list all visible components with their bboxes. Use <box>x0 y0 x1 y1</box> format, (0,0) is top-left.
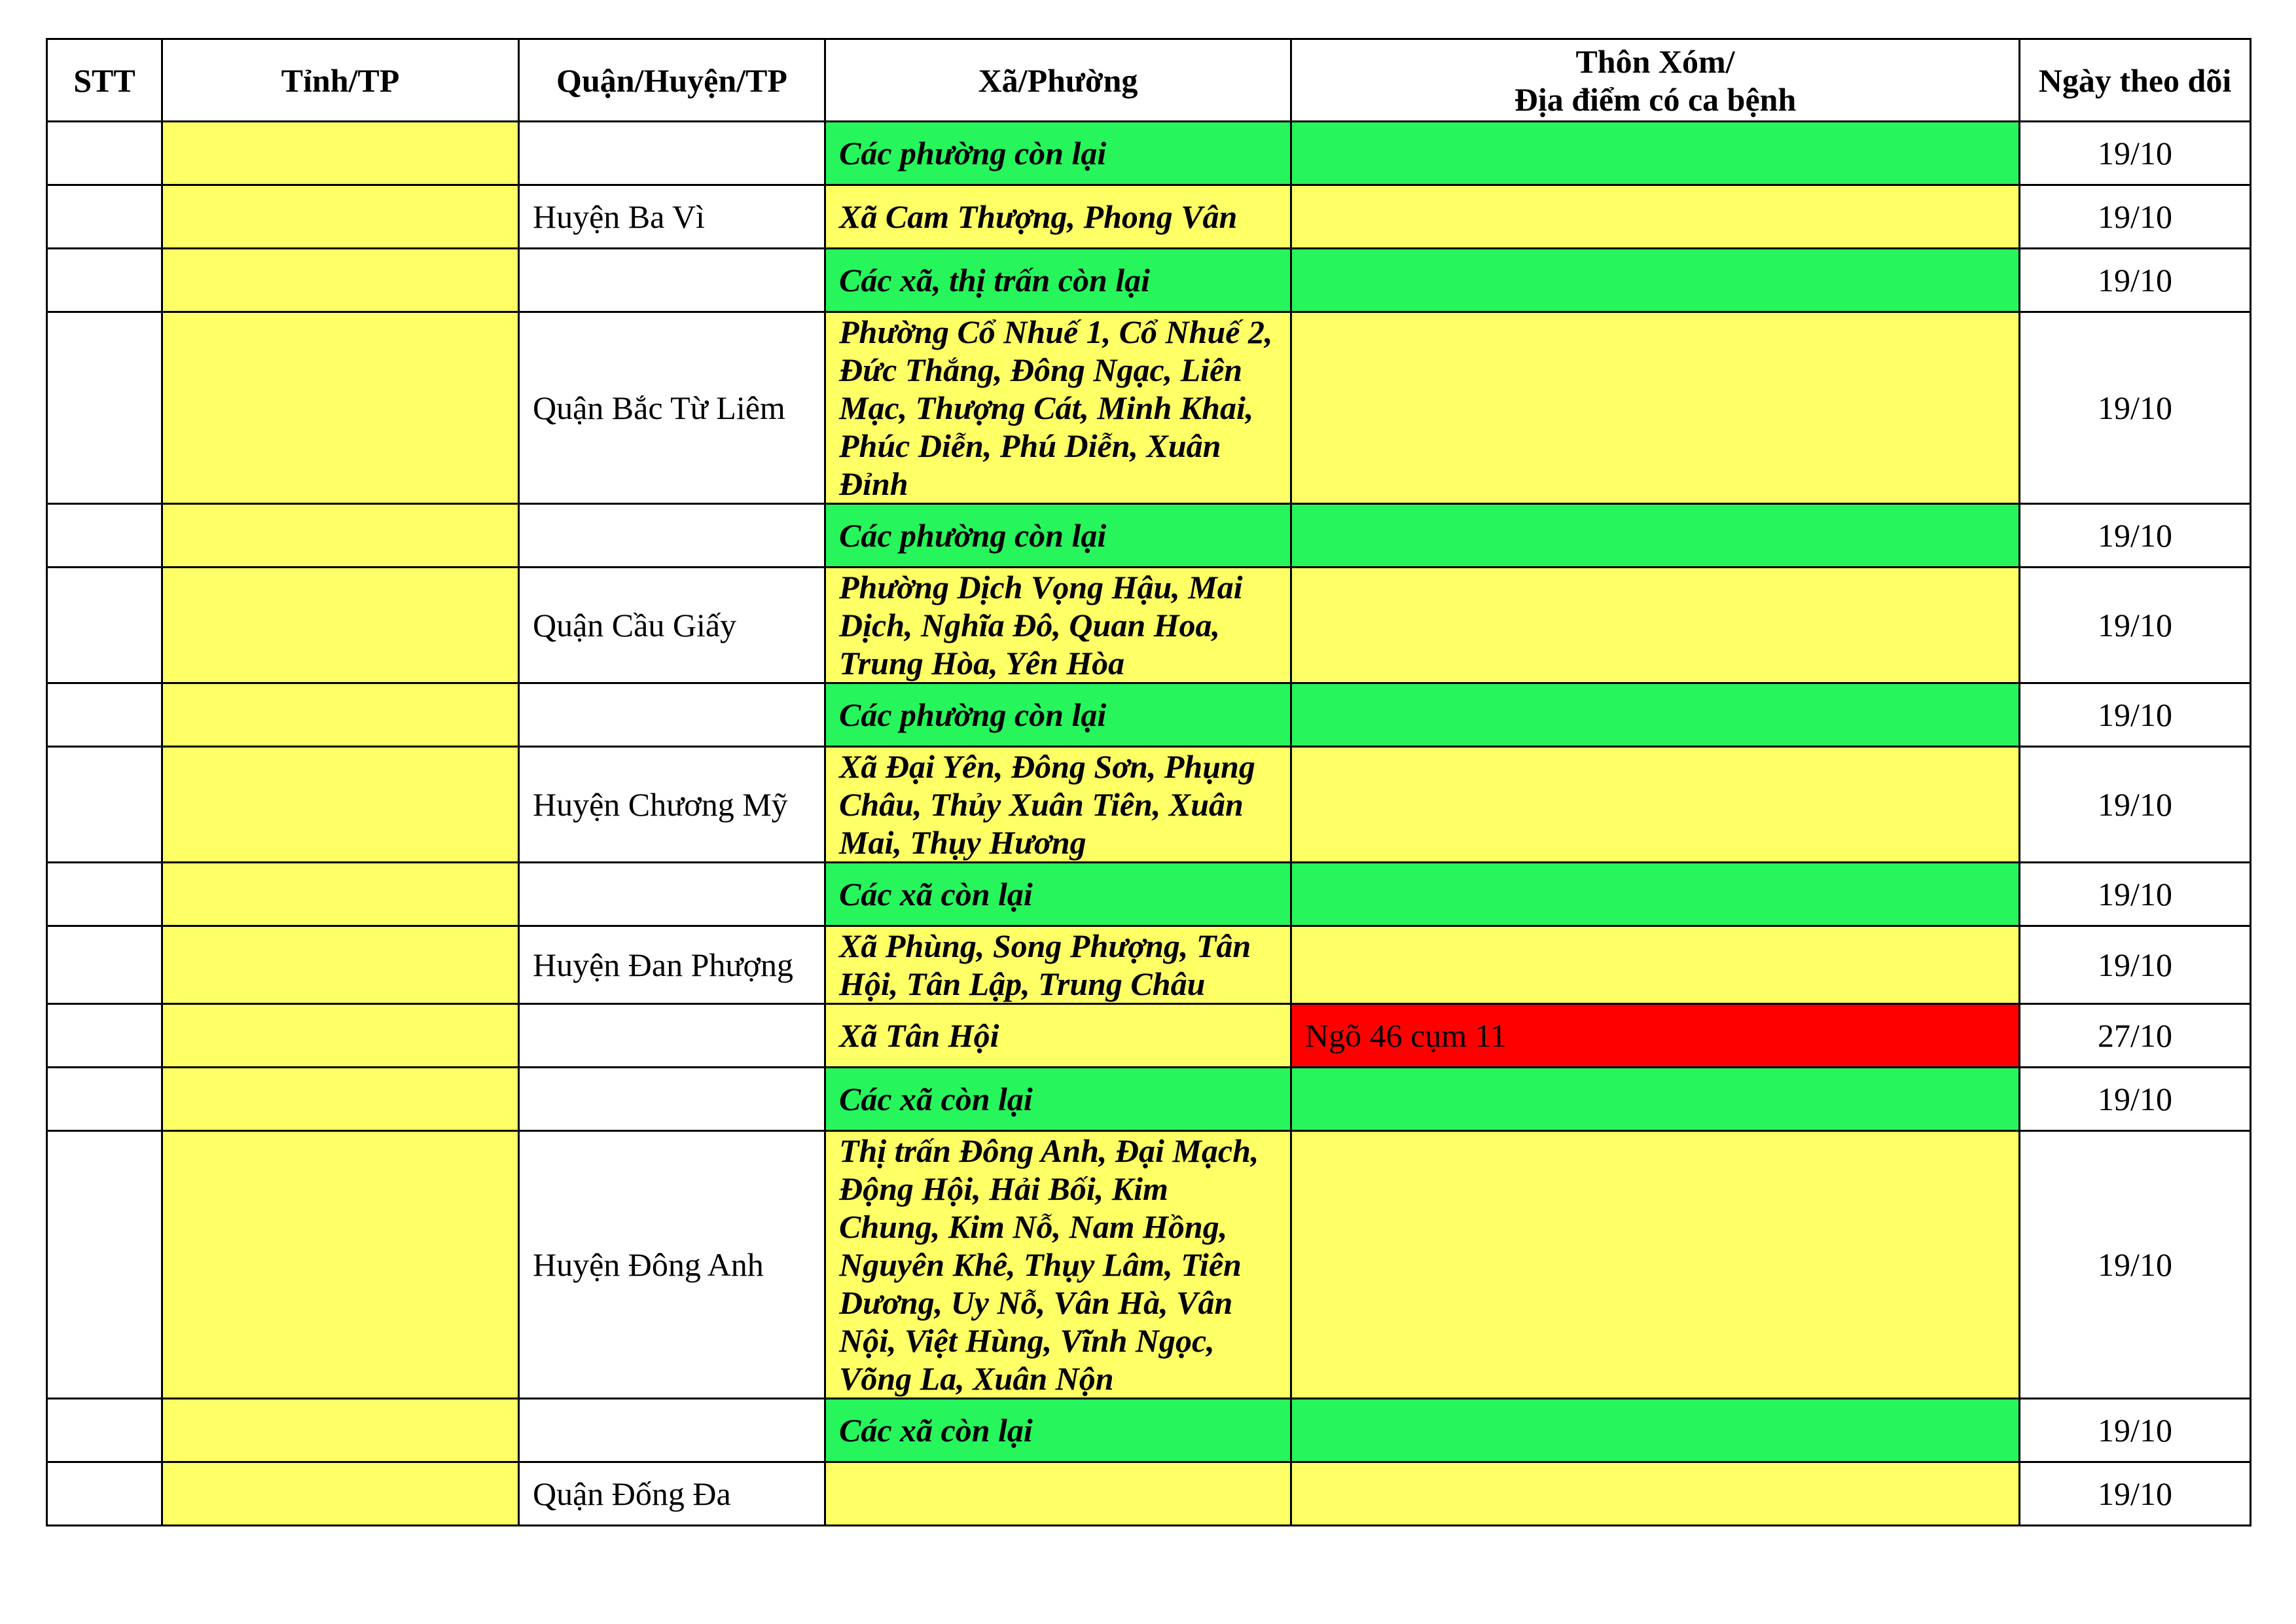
cell-stt <box>47 683 162 747</box>
cell-ward: Các xã, thị trấn còn lại <box>825 249 1291 312</box>
cell-stt <box>47 312 162 504</box>
cell-date: 19/10 <box>2020 1131 2251 1399</box>
cell-ward: Xã Cam Thượng, Phong Vân <box>825 185 1291 249</box>
cell-stt <box>47 863 162 926</box>
cell-district <box>519 1068 825 1131</box>
cell-date: 19/10 <box>2020 1068 2251 1131</box>
cell-place <box>1291 1462 2020 1526</box>
cell-province <box>162 683 519 747</box>
table-row <box>47 1399 2251 1462</box>
header-ward: Xã/Phường <box>825 39 1291 122</box>
cell-date: 19/10 <box>2020 863 2251 926</box>
cell-date: 19/10 <box>2020 926 2251 1004</box>
cell-place <box>1291 926 2020 1004</box>
header-province: Tỉnh/TP <box>162 39 519 122</box>
cell-stt <box>47 1004 162 1068</box>
cell-stt <box>47 1131 162 1399</box>
header-district: Quận/Huyện/TP <box>519 39 825 122</box>
cell-date: 19/10 <box>2020 747 2251 863</box>
cell-stt <box>47 122 162 185</box>
header-place-line1: Thôn Xóm/ <box>1575 43 1735 80</box>
header-date: Ngày theo dõi <box>2020 39 2251 122</box>
cell-district: Huyện Đông Anh <box>519 1131 825 1399</box>
cell-date: 19/10 <box>2020 504 2251 568</box>
cell-place <box>1291 1131 2020 1399</box>
cell-date: 19/10 <box>2020 683 2251 747</box>
cell-district <box>519 863 825 926</box>
table-row <box>47 568 2251 683</box>
header-row <box>47 39 2251 122</box>
cell-stt <box>47 1399 162 1462</box>
cell-province <box>162 1399 519 1462</box>
table-row <box>47 312 2251 504</box>
cell-ward: Các phường còn lại <box>825 504 1291 568</box>
table-row <box>47 1068 2251 1131</box>
cell-place <box>1291 1399 2020 1462</box>
table-row <box>47 1004 2251 1068</box>
table-row <box>47 185 2251 249</box>
cell-place <box>1291 683 2020 747</box>
table-row <box>47 249 2251 312</box>
cell-province <box>162 1131 519 1399</box>
cell-stt <box>47 185 162 249</box>
cell-ward: Xã Tân Hội <box>825 1004 1291 1068</box>
cell-ward: Các phường còn lại <box>825 122 1291 185</box>
cell-province <box>162 312 519 504</box>
cell-province <box>162 504 519 568</box>
cell-stt <box>47 568 162 683</box>
table-row <box>47 1462 2251 1526</box>
cell-ward <box>825 1462 1291 1526</box>
cell-district: Huyện Đan Phượng <box>519 926 825 1004</box>
cell-place <box>1291 249 2020 312</box>
cell-district: Huyện Chương Mỹ <box>519 747 825 863</box>
cell-province <box>162 1068 519 1131</box>
cell-place <box>1291 747 2020 863</box>
table-row <box>47 1131 2251 1399</box>
table-row <box>47 863 2251 926</box>
cell-place <box>1291 185 2020 249</box>
table-row <box>47 747 2251 863</box>
cell-place <box>1291 1068 2020 1131</box>
table-row <box>47 504 2251 568</box>
cell-date: 19/10 <box>2020 1462 2251 1526</box>
header-place <box>1291 39 2020 122</box>
cell-province <box>162 863 519 926</box>
cell-district <box>519 122 825 185</box>
cell-stt <box>47 1068 162 1131</box>
cell-date: 19/10 <box>2020 249 2251 312</box>
cell-stt <box>47 249 162 312</box>
risk-zone-table <box>46 38 2251 1526</box>
cell-ward: Thị trấn Đông Anh, Đại Mạch, Động Hội, Hải Bối, Kim Chung, Kim Nỗ, Nam Hồng, Nguyên Khê, Thụy Lâm, Tiên Dương, Uy Nỗ, Vân Hà, Vân Nội, Việt Hùng, Vĩnh Ngọc, Võng La, Xuân Nộn <box>825 1131 1291 1399</box>
cell-ward: Các phường còn lại <box>825 683 1291 747</box>
cell-province <box>162 747 519 863</box>
cell-province <box>162 926 519 1004</box>
cell-district <box>519 1399 825 1462</box>
cell-date: 19/10 <box>2020 312 2251 504</box>
cell-stt <box>47 926 162 1004</box>
cell-district <box>519 1004 825 1068</box>
header-place-line2: Địa điểm có ca bệnh <box>1514 81 1797 118</box>
cell-ward: Các xã còn lại <box>825 1399 1291 1462</box>
cell-province <box>162 185 519 249</box>
cell-ward: Xã Phùng, Song Phượng, Tân Hội, Tân Lập, Trung Châu <box>825 926 1291 1004</box>
table-body <box>47 122 2251 1526</box>
cell-province <box>162 568 519 683</box>
cell-ward: Xã Đại Yên, Đông Sơn, Phụng Châu, Thủy Xuân Tiên, Xuân Mai, Thụy Hương <box>825 747 1291 863</box>
cell-district: Quận Cầu Giấy <box>519 568 825 683</box>
cell-district <box>519 683 825 747</box>
cell-ward: Các xã còn lại <box>825 863 1291 926</box>
cell-stt <box>47 747 162 863</box>
header-stt: STT <box>47 39 162 122</box>
cell-province <box>162 122 519 185</box>
cell-date: 19/10 <box>2020 568 2251 683</box>
cell-place <box>1291 312 2020 504</box>
table-row <box>47 926 2251 1004</box>
table-row <box>47 122 2251 185</box>
cell-stt <box>47 504 162 568</box>
cell-stt <box>47 1462 162 1526</box>
cell-province <box>162 249 519 312</box>
cell-place <box>1291 122 2020 185</box>
cell-district: Quận Đống Đa <box>519 1462 825 1526</box>
cell-province <box>162 1004 519 1068</box>
cell-district: Huyện Ba Vì <box>519 185 825 249</box>
cell-district: Quận Bắc Từ Liêm <box>519 312 825 504</box>
cell-ward: Phường Cổ Nhuế 1, Cổ Nhuế 2, Đức Thắng, Đông Ngạc, Liên Mạc, Thượng Cát, Minh Khai, Phúc Diễn, Phú Diễn, Xuân Đỉnh <box>825 312 1291 504</box>
table-row <box>47 683 2251 747</box>
cell-district <box>519 504 825 568</box>
cell-place <box>1291 504 2020 568</box>
cell-date: 19/10 <box>2020 1399 2251 1462</box>
cell-place <box>1291 863 2020 926</box>
cell-place: Ngõ 46 cụm 11 <box>1291 1004 2020 1068</box>
cell-province <box>162 1462 519 1526</box>
cell-ward: Các xã còn lại <box>825 1068 1291 1131</box>
cell-date: 19/10 <box>2020 122 2251 185</box>
cell-district <box>519 249 825 312</box>
cell-date: 19/10 <box>2020 185 2251 249</box>
cell-date: 27/10 <box>2020 1004 2251 1068</box>
cell-place <box>1291 568 2020 683</box>
cell-ward: Phường Dịch Vọng Hậu, Mai Dịch, Nghĩa Đô, Quan Hoa, Trung Hòa, Yên Hòa <box>825 568 1291 683</box>
